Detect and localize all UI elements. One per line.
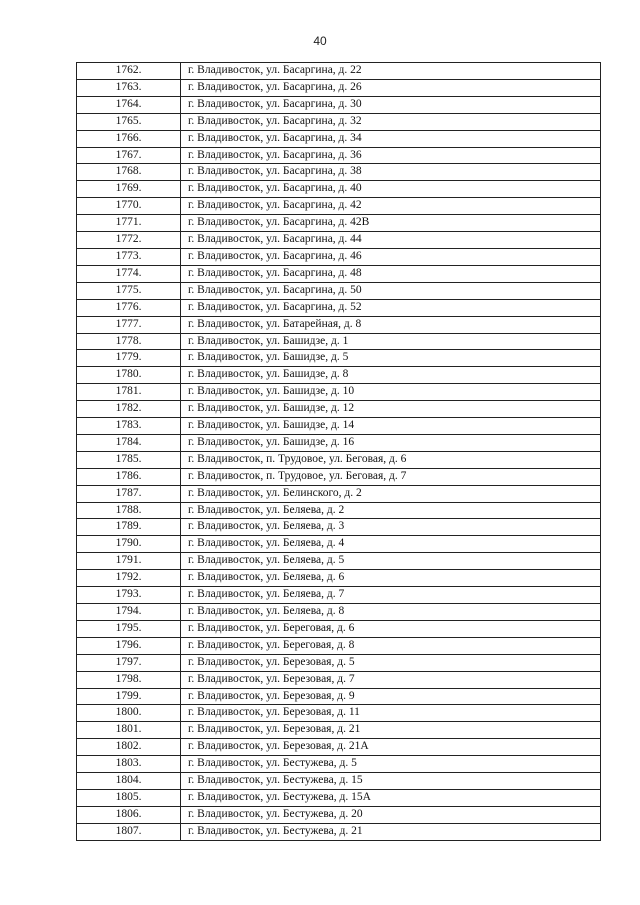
address-cell: г. Владивосток, ул. Басаргина, д. 48 [181,265,601,282]
row-number-cell: 1798. [77,671,181,688]
address-cell: г. Владивосток, ул. Березовая, д. 21А [181,739,601,756]
table-row [77,587,601,604]
row-number-cell: 1772. [77,232,181,249]
row-number-cell: 1799. [77,688,181,705]
row-number-cell: 1774. [77,265,181,282]
row-number-cell: 1803. [77,756,181,773]
table-row [77,502,601,519]
row-number-cell: 1768. [77,164,181,181]
address-cell: г. Владивосток, ул. Басаргина, д. 22 [181,63,601,80]
row-number-cell: 1775. [77,282,181,299]
row-number-cell: 1764. [77,96,181,113]
row-number-cell: 1785. [77,451,181,468]
table-row [77,604,601,621]
table-row [77,418,601,435]
address-cell: г. Владивосток, ул. Башидзе, д. 14 [181,418,601,435]
row-number-cell: 1765. [77,113,181,130]
address-cell: г. Владивосток, ул. Басаргина, д. 42В [181,215,601,232]
table-row [77,232,601,249]
table-row [77,773,601,790]
table-row [77,739,601,756]
address-cell: г. Владивосток, ул. Басаргина, д. 40 [181,181,601,198]
table-row [77,367,601,384]
address-cell: г. Владивосток, ул. Башидзе, д. 1 [181,333,601,350]
row-number-cell: 1778. [77,333,181,350]
address-cell: г. Владивосток, ул. Бестужева, д. 21 [181,823,601,840]
row-number-cell: 1804. [77,773,181,790]
address-cell: г. Владивосток, ул. Басаргина, д. 30 [181,96,601,113]
address-cell: г. Владивосток, ул. Башидзе, д. 8 [181,367,601,384]
row-number-cell: 1805. [77,789,181,806]
row-number-cell: 1786. [77,468,181,485]
address-cell: г. Владивосток, ул. Беляева, д. 5 [181,553,601,570]
row-number-cell: 1789. [77,519,181,536]
address-cell: г. Владивосток, ул. Березовая, д. 21 [181,722,601,739]
address-cell: г. Владивосток, ул. Бестужева, д. 20 [181,806,601,823]
table-row [77,333,601,350]
address-cell: г. Владивосток, ул. Басаргина, д. 26 [181,79,601,96]
row-number-cell: 1795. [77,620,181,637]
address-table [76,62,601,841]
row-number-cell: 1794. [77,604,181,621]
row-number-cell: 1777. [77,316,181,333]
row-number-cell: 1802. [77,739,181,756]
address-cell: г. Владивосток, ул. Бестужева, д. 5 [181,756,601,773]
row-number-cell: 1767. [77,147,181,164]
address-cell: г. Владивосток, ул. Беляева, д. 7 [181,587,601,604]
row-number-cell: 1796. [77,637,181,654]
table-row [77,181,601,198]
address-cell: г. Владивосток, ул. Беляева, д. 8 [181,604,601,621]
table-row [77,147,601,164]
table-row [77,451,601,468]
table-row [77,806,601,823]
table-row [77,96,601,113]
address-cell: г. Владивосток, ул. Бестужева, д. 15А [181,789,601,806]
table-row [77,553,601,570]
address-cell: г. Владивосток, ул. Басаргина, д. 50 [181,282,601,299]
table-row [77,789,601,806]
address-cell: г. Владивосток, ул. Березовая, д. 9 [181,688,601,705]
address-cell: г. Владивосток, ул. Березовая, д. 5 [181,654,601,671]
row-number-cell: 1762. [77,63,181,80]
row-number-cell: 1783. [77,418,181,435]
table-row [77,282,601,299]
address-cell: г. Владивосток, ул. Башидзе, д. 12 [181,401,601,418]
row-number-cell: 1782. [77,401,181,418]
row-number-cell: 1797. [77,654,181,671]
table-row [77,705,601,722]
row-number-cell: 1787. [77,485,181,502]
table-row [77,756,601,773]
row-number-cell: 1790. [77,536,181,553]
table-row [77,265,601,282]
row-number-cell: 1780. [77,367,181,384]
table-row [77,536,601,553]
address-cell: г. Владивосток, ул. Башидзе, д. 5 [181,350,601,367]
table-row [77,384,601,401]
table-row [77,113,601,130]
row-number-cell: 1773. [77,248,181,265]
address-cell: г. Владивосток, ул. Береговая, д. 6 [181,620,601,637]
table-row [77,79,601,96]
address-cell: г. Владивосток, ул. Белинского, д. 2 [181,485,601,502]
address-cell: г. Владивосток, ул. Беляева, д. 2 [181,502,601,519]
address-cell: г. Владивосток, ул. Березовая, д. 11 [181,705,601,722]
table-row [77,654,601,671]
table-row [77,164,601,181]
row-number-cell: 1779. [77,350,181,367]
address-cell: г. Владивосток, ул. Басаргина, д. 34 [181,130,601,147]
address-cell: г. Владивосток, ул. Басаргина, д. 46 [181,248,601,265]
table-row [77,671,601,688]
table-row [77,468,601,485]
row-number-cell: 1763. [77,79,181,96]
table-row [77,316,601,333]
table-row [77,823,601,840]
address-cell: г. Владивосток, ул. Басаргина, д. 42 [181,198,601,215]
address-cell: г. Владивосток, ул. Беляева, д. 4 [181,536,601,553]
address-cell: г. Владивосток, ул. Басаргина, д. 44 [181,232,601,249]
address-cell: г. Владивосток, ул. Беляева, д. 3 [181,519,601,536]
address-cell: г. Владивосток, п. Трудовое, ул. Беговая, д. 7 [181,468,601,485]
row-number-cell: 1807. [77,823,181,840]
row-number-cell: 1801. [77,722,181,739]
address-cell: г. Владивосток, ул. Березовая, д. 7 [181,671,601,688]
address-table-body [77,63,601,841]
address-cell: г. Владивосток, ул. Басаргина, д. 32 [181,113,601,130]
table-row [77,215,601,232]
row-number-cell: 1788. [77,502,181,519]
row-number-cell: 1792. [77,570,181,587]
table-row [77,485,601,502]
row-number-cell: 1791. [77,553,181,570]
address-cell: г. Владивосток, ул. Беляева, д. 6 [181,570,601,587]
table-row [77,63,601,80]
row-number-cell: 1781. [77,384,181,401]
row-number-cell: 1766. [77,130,181,147]
address-cell: г. Владивосток, п. Трудовое, ул. Беговая, д. 6 [181,451,601,468]
address-cell: г. Владивосток, ул. Басаргина, д. 38 [181,164,601,181]
row-number-cell: 1793. [77,587,181,604]
table-row [77,519,601,536]
address-cell: г. Владивосток, ул. Башидзе, д. 16 [181,434,601,451]
row-number-cell: 1770. [77,198,181,215]
row-number-cell: 1784. [77,434,181,451]
table-row [77,637,601,654]
table-row [77,248,601,265]
table-row [77,434,601,451]
table-row [77,722,601,739]
address-cell: г. Владивосток, ул. Башидзе, д. 10 [181,384,601,401]
address-cell: г. Владивосток, ул. Батарейная, д. 8 [181,316,601,333]
table-row [77,299,601,316]
address-cell: г. Владивосток, ул. Береговая, д. 8 [181,637,601,654]
address-cell: г. Владивосток, ул. Басаргина, д. 36 [181,147,601,164]
address-cell: г. Владивосток, ул. Басаргина, д. 52 [181,299,601,316]
row-number-cell: 1769. [77,181,181,198]
row-number-cell: 1771. [77,215,181,232]
table-row [77,130,601,147]
table-row [77,350,601,367]
row-number-cell: 1776. [77,299,181,316]
table-row [77,198,601,215]
table-row [77,620,601,637]
page-number: 40 [313,34,327,48]
table-row [77,688,601,705]
row-number-cell: 1800. [77,705,181,722]
address-cell: г. Владивосток, ул. Бестужева, д. 15 [181,773,601,790]
row-number-cell: 1806. [77,806,181,823]
table-row [77,401,601,418]
table-row [77,570,601,587]
